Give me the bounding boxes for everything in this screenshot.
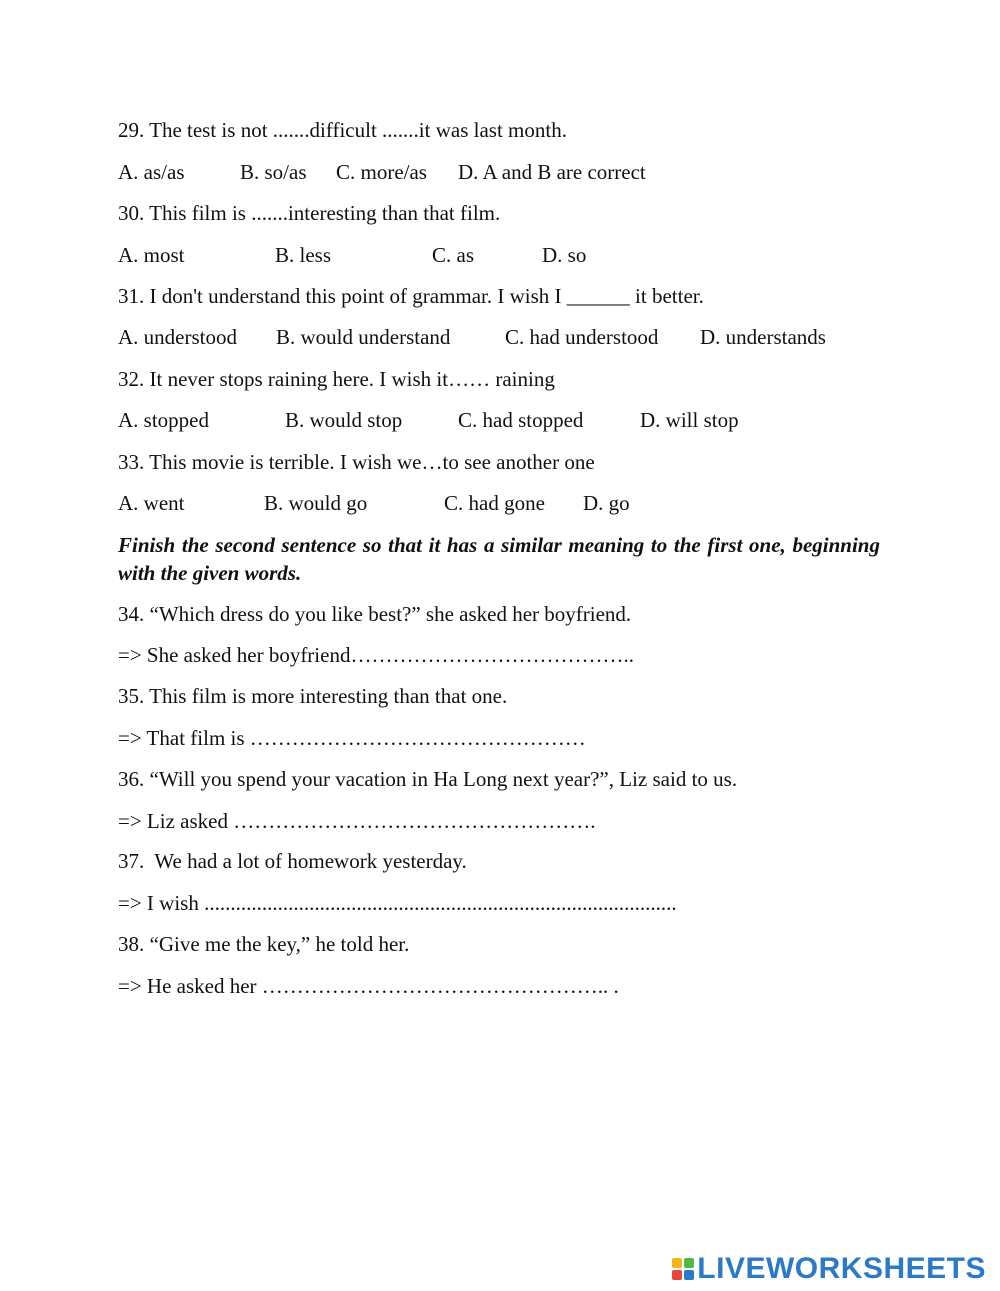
question-30-option-b[interactable]: B. less (275, 243, 332, 267)
rewrite-34-original: 34. “Which dress do you like best?” she asked her boyfriend. (118, 602, 632, 626)
question-33-option-a[interactable]: A. went (118, 491, 185, 515)
liveworksheets-logo (672, 1253, 986, 1285)
rewrite-37-answer-line[interactable]: => I wish .......................................................................................... (118, 891, 677, 915)
rewrite-36-answer-line[interactable]: => Liz asked ……………………………………………. (118, 809, 596, 833)
question-33-option-d[interactable]: D. go (583, 491, 630, 515)
question-33-option-b[interactable]: B. would go (264, 491, 368, 515)
question-29-stem: 29. The test is not .......difficult .......it was last month. (118, 118, 567, 142)
question-33-stem: 33. This movie is terrible. I wish we…to see another one (118, 450, 595, 474)
question-31-stem: 31. I don't understand this point of grammar. I wish I ______ it better. (118, 284, 704, 308)
section-instruction: Finish the second sentence so that it has a similar meaning to the first one, beginning with the given words. (118, 533, 880, 585)
question-30-option-a[interactable]: A. most (118, 243, 185, 267)
question-29-option-a[interactable]: A. as/as (118, 160, 185, 184)
brand-name: LIVEWORKSHEETS (697, 1252, 986, 1285)
question-32-option-a[interactable]: A. stopped (118, 408, 209, 432)
question-29-option-c[interactable]: C. more/as (336, 160, 427, 184)
rewrite-36-original: 36. “Will you spend your vacation in Ha Long next year?”, Liz said to us. (118, 767, 738, 791)
question-30-option-d[interactable]: D. so (542, 243, 587, 267)
question-32-option-b[interactable]: B. would stop (285, 408, 403, 432)
question-32-option-c[interactable]: C. had stopped (458, 408, 584, 432)
question-30-stem: 30. This film is .......interesting than that film. (118, 201, 501, 225)
question-33-option-c[interactable]: C. had gone (444, 491, 545, 515)
rewrite-38-answer-line[interactable]: => He asked her ………………………………………….. . (118, 974, 619, 998)
rewrite-35-answer-line[interactable]: => That film is ………………………………………… (118, 726, 586, 750)
question-32-option-d[interactable]: D. will stop (640, 408, 739, 432)
question-29-option-b[interactable]: B. so/as (240, 160, 307, 184)
colored-blocks-icon (672, 1258, 694, 1280)
question-30-option-c[interactable]: C. as (432, 243, 474, 267)
question-31-option-c[interactable]: C. had understood (505, 325, 659, 349)
rewrite-34-answer-line[interactable]: => She asked her boyfriend………………………………….. (118, 643, 634, 667)
rewrite-38-original: 38. “Give me the key,” he told her. (118, 932, 410, 956)
question-31-option-a[interactable]: A. understood (118, 325, 237, 349)
question-31-option-d[interactable]: D. understands (700, 325, 826, 349)
question-32-stem: 32. It never stops raining here. I wish it…… raining (118, 367, 555, 391)
question-29-option-d[interactable]: D. A and B are correct (458, 160, 646, 184)
rewrite-37-original: 37. We had a lot of homework yesterday. (118, 849, 467, 873)
rewrite-35-original: 35. This film is more interesting than that one. (118, 684, 508, 708)
question-31-option-b[interactable]: B. would understand (276, 325, 451, 349)
